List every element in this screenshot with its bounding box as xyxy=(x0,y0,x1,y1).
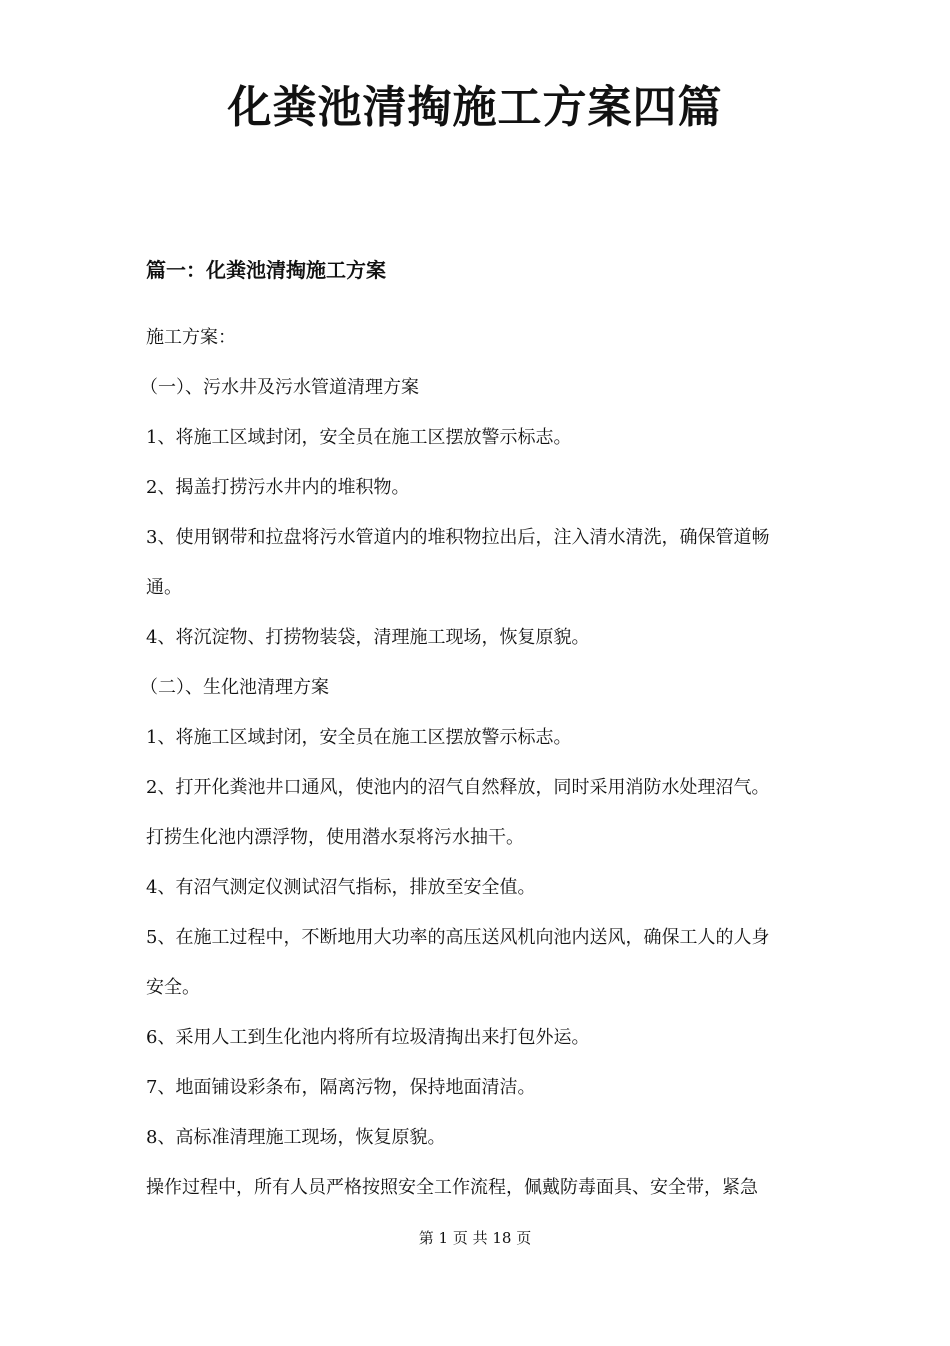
paragraph-line: 施工方案： xyxy=(146,327,236,348)
paragraph-line: 4、有沼气测定仪测试沼气指标，排放至安全值。 xyxy=(146,877,536,898)
paragraph-line: 安全。 xyxy=(146,977,200,998)
paragraph-line: 4、将沉淀物、打捞物装袋，清理施工现场，恢复原貌。 xyxy=(146,627,590,648)
paragraph-line: 打捞生化池内漂浮物，使用潜水泵将污水抽干。 xyxy=(146,827,524,848)
subsection-heading: （二）、生化池清理方案 xyxy=(140,677,329,698)
paragraph-line: 2、揭盖打捞污水井内的堆积物。 xyxy=(146,477,410,498)
paragraph-line: 1、将施工区域封闭，安全员在施工区摆放警示标志。 xyxy=(146,727,572,748)
page-number-footer: 第 1 页 共 18 页 xyxy=(418,1229,532,1247)
paragraph-line: 5、在施工过程中，不断地用大功率的高压送风机向池内送风，确保工人的人身 xyxy=(146,927,770,948)
paragraph-line: 8、高标准清理施工现场，恢复原貌。 xyxy=(146,1127,446,1148)
section-heading: 篇一：化粪池清掏施工方案 xyxy=(146,258,386,282)
paragraph-line: 1、将施工区域封闭，安全员在施工区摆放警示标志。 xyxy=(146,427,572,448)
paragraph-line: 通。 xyxy=(146,577,182,598)
paragraph-line: 7、地面铺设彩条布，隔离污物，保持地面清洁。 xyxy=(146,1077,536,1098)
paragraph-line: 6、采用人工到生化池内将所有垃圾清掏出来打包外运。 xyxy=(146,1027,590,1048)
subsection-heading: （一）、污水井及污水管道清理方案 xyxy=(140,377,419,398)
document-title: 化粪池清掏施工方案四篇 xyxy=(227,82,723,133)
paragraph-line: 2、打开化粪池井口通风，使池内的沼气自然释放，同时采用消防水处理沼气。 xyxy=(146,777,770,798)
paragraph-line: 操作过程中，所有人员严格按照安全工作流程，佩戴防毒面具、安全带，紧急 xyxy=(146,1177,758,1198)
document-body xyxy=(140,313,818,1213)
paragraph-line: 3、使用钢带和拉盘将污水管道内的堆积物拉出后，注入清水清洗，确保管道畅 xyxy=(146,527,770,548)
